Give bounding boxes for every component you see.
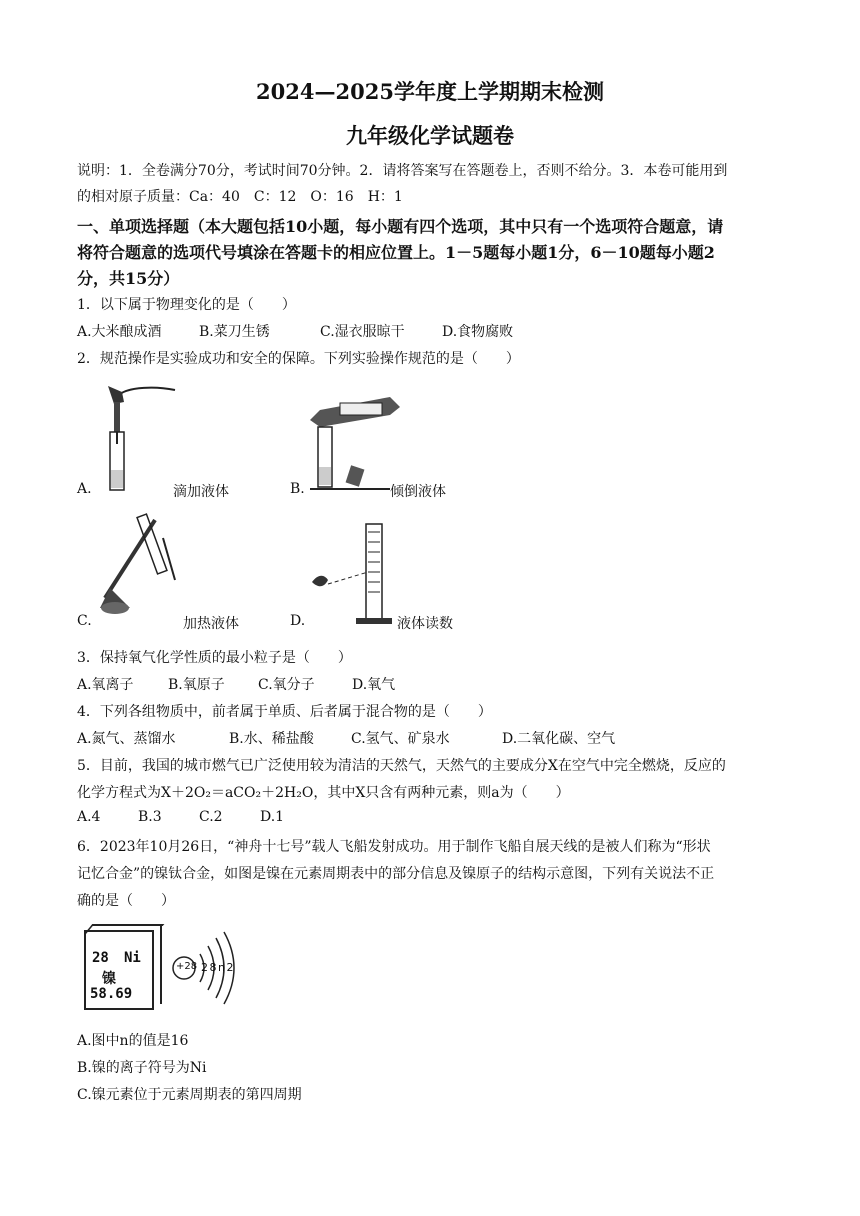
- page-title: 2024—2025学年度上学期期末检测: [256, 79, 604, 104]
- pouring-illustration: [300, 385, 410, 493]
- element-tile: [84, 930, 154, 1010]
- q3-option-a: A.氧离子: [77, 677, 134, 693]
- q6-option-a: A.图中n的值是16: [77, 1033, 189, 1049]
- atom-nucleus-label: +28: [176, 961, 198, 972]
- q1-option-a: A.大米酿成酒: [77, 324, 162, 340]
- heating-illustration: [95, 508, 185, 616]
- dropper-illustration: [100, 382, 180, 492]
- q4-option-c: C.氢气、矿泉水: [351, 731, 450, 747]
- q2-option-b-letter: B.: [290, 481, 305, 497]
- q4-option-b: B.水、稀盐酸: [229, 731, 314, 747]
- section1-heading-line2: 将符合题意的选项代号填涂在答题卡的相应位置上。1－5题每小题1分，6－10题每小题2: [77, 243, 715, 262]
- cylinder-reading-illustration: [310, 522, 400, 630]
- q6-stem-line1: 6．2023年10月26日，“神舟十七号”载人飞船发射成功。用于制作飞船自展天线的是被人们称为“形状: [77, 839, 711, 855]
- section1-heading: 一、单项选择题（本大题包括10小题，每小题有四个选项，其中只有一个选项符合题意，请: [77, 217, 724, 236]
- q2-stem: 2．规范操作是实验成功和安全的保障。下列实验操作规范的是（ ）: [77, 351, 520, 367]
- q2-option-a-caption: 滴加液体: [173, 484, 229, 500]
- q6-option-c: C.镍元素位于元素周期表的第四周期: [77, 1087, 302, 1103]
- q6-stem-line3: 确的是（ ）: [77, 893, 175, 909]
- q2-option-c-letter: C.: [77, 613, 92, 629]
- element-symbol: Ni: [124, 950, 141, 966]
- instructions-line1: 说明：1．全卷满分70分，考试时间70分钟。2．请将答案写在答题卷上，否则不给分。3．本卷可能用到: [77, 163, 728, 179]
- q3-stem: 3．保持氧气化学性质的最小粒子是（ ）: [77, 650, 352, 666]
- q2-option-d-caption: 液体读数: [397, 616, 453, 632]
- q3-option-b: B.氧原子: [168, 677, 225, 693]
- q6-option-b: B.镍的离子符号为Ni: [77, 1060, 207, 1076]
- q2-option-a-letter: A.: [77, 481, 92, 497]
- q2-option-b-caption: 倾倒液体: [390, 484, 446, 500]
- page-subtitle: 九年级化学试题卷: [346, 123, 514, 148]
- element-atomic-number: 28: [92, 950, 109, 966]
- q5-option-c: C.2: [199, 809, 223, 825]
- instructions-line2: 的相对原子质量：Ca：40 C：12 O：16 H：1: [77, 189, 403, 205]
- q1-option-c: C.湿衣服晾干: [320, 324, 405, 340]
- q5-option-a: A.4: [77, 809, 101, 825]
- q3-option-d: D.氧气: [352, 677, 396, 693]
- q2-option-d-letter: D.: [290, 613, 306, 629]
- q4-option-a: A.氮气、蒸馏水: [77, 731, 176, 747]
- atom-shells-label: 2 8 n 2: [201, 961, 233, 974]
- q5-stem-line1: 5．目前，我国的城市燃气已广泛使用较为清洁的天然气，天然气的主要成分X在空气中完全燃烧，反应的: [77, 758, 726, 774]
- q2-option-c-caption: 加热液体: [183, 616, 239, 632]
- q3-option-c: C.氧分子: [258, 677, 315, 693]
- q5-stem-line2: 化学方程式为X＋2O₂＝aCO₂＋2H₂O，其中X只含有两种元素，则a为（ ）: [77, 785, 570, 801]
- q4-stem: 4．下列各组物质中，前者属于单质、后者属于混合物的是（ ）: [77, 704, 492, 720]
- element-name: 镍: [102, 971, 116, 987]
- q1-stem: 1．以下属于物理变化的是（ ）: [77, 297, 296, 313]
- q1-option-b: B.菜刀生锈: [199, 324, 270, 340]
- element-mass: 58.69: [90, 986, 133, 1002]
- q5-option-b: B.3: [138, 809, 162, 825]
- q1-option-d: D.食物腐败: [442, 324, 514, 340]
- q4-option-d: D.二氧化碳、空气: [502, 731, 616, 747]
- q6-stem-line2: 记忆合金”的镍钛合金，如图是镍在元素周期表中的部分信息及镍原子的结构示意图，下列有关说法不正: [77, 866, 715, 882]
- section1-heading-line3: 分，共15分）: [77, 269, 180, 288]
- q5-option-d: D.1: [260, 809, 285, 825]
